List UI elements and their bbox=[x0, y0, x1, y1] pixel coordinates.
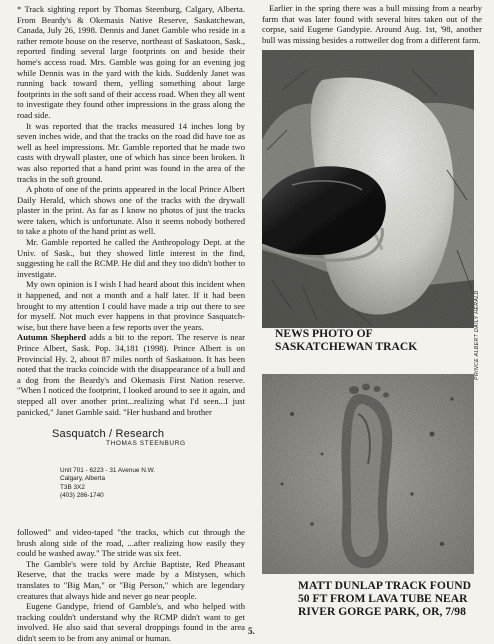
card-address-line: Unit 701 - 6223 - 31 Avenue N.W. bbox=[60, 467, 156, 474]
autumn-paragraph-text: adds a bit to the report. The reserve is near Prince Albert, Sask. Pop. 34,181 (1998). Prince Albert is on Provincial Hy. 2, about 87 miles north of Saskatoon. It has been noted that the tracks coincide with the disappearance of a bull and a dog from the Beardy's and Okemasis First Nation reserve. "When I noticed the footprint, I looked around to see it again, and stepped all over another print...realizing what I'd seen...I just panicked," Janet Gamble said. "Her husband and brother bbox=[17, 332, 245, 417]
article-paragraph: followed" and video-taped "the tracks, which cut through the brush along side of the road, ...after realizing how easily they could be washed away." The stride was six feet. bbox=[17, 527, 245, 559]
article-paragraph: * Track sighting report by Thomas Steenburg, Calgary, Alberta. From Beardy's & Okemasis Native Reserve, Saskatchewan, Canada, July 26, 1998. Dennis and Janet Gamble who reside in a rather remote house on the reserve, northeast of Saskatoon, Sask., reported finding several large footprints on and beside their home's access road. Mrs. Gamble was going for an evening jog while Dennis was in the yard with the kids. Suddenly Janet was running back toward them, yelling something about large footprints in the soft sand of their access road. When they all went to investigate they found other impressions in the grass along the road side. bbox=[17, 4, 245, 120]
caption-line: NEWS PHOTO OF bbox=[275, 327, 373, 340]
article-left-column bbox=[17, 4, 245, 417]
business-card bbox=[52, 428, 232, 506]
article-paragraph: It was reported that the tracks measured 14 inches long by seven inches wide, and that the tracks on the road did have toe as well as heel impressions. Mr. Gamble reported that he made two casts with drywall plaster, one of which has since been broken. It was also reported that a hand print was found in the area of the tracks in the soft ground. bbox=[17, 120, 245, 184]
caption-line: 50 FT FROM LAVA TUBE NEAR bbox=[298, 591, 468, 605]
card-title: Sasquatch / Research bbox=[52, 428, 165, 440]
article-paragraph: The Gamble's were told by Archie Baptiste, Red Pheasant Reserve, that the tracks were made by a Mistysen, which translates to "Big Man," or "Big Person," which are legendary creatures that always hide and never go near people. bbox=[17, 558, 245, 601]
article-paragraph: Eugene Gandype, friend of Gamble's, and who helped with tracking couldn't understand why the RCMP didn't want to get involved. He also said that several droppings found in the area didn't seem to be from any animal or human. bbox=[17, 601, 245, 643]
article-paragraph-autumn bbox=[17, 332, 245, 417]
card-address bbox=[60, 467, 232, 501]
photo1-caption bbox=[275, 328, 475, 354]
card-address-line: Calgary, Alberta bbox=[60, 475, 105, 483]
article-paragraph: My own opinion is I wish I had heard about this incident when it happened, and not a month and a half later. If it had been brought to my attention I could have made a trip out there to see for myself. Not much ever happens in that province Sasquatch-wise, but there have been a few reports over the years. bbox=[17, 279, 245, 332]
article-right-column bbox=[262, 3, 482, 45]
article-left-bottom bbox=[17, 527, 245, 644]
article-paragraph: Earlier in the spring there was a bull missing from a nearby farm that was later found with several bites taken out of the corpse, said Eugene Gandypie. Around Aug. 1st, '98, another bull was missing besides a rottweiler dog from a different farm. bbox=[262, 3, 482, 45]
card-address-line: T3B 3X2 bbox=[60, 483, 85, 491]
photo-credit: PRINCE ALBERT DAILY HERALD bbox=[474, 290, 480, 380]
news-photo-saskatchewan-track bbox=[262, 50, 474, 328]
article-paragraph: Mr. Gamble reported he called the Anthropology Dept. at the Univ. of Sask., but they showed little interest in the find, suggesting he call the RCMP. He did and they too didn't bother to investigate. bbox=[17, 237, 245, 279]
photo2-caption bbox=[298, 580, 482, 618]
caption-line: SASKATCHEWAN TRACK bbox=[275, 339, 418, 353]
card-name: THOMAS STEENBURG bbox=[106, 440, 186, 447]
shoe-and-footprint-image bbox=[262, 50, 474, 328]
page-number: 5. bbox=[248, 626, 255, 636]
article-paragraph: A photo of one of the prints appeared in the local Prince Albert Daily Herald, which shows one of the tracks with the drywall plaster in the print. As far as I know no photos of just the tracks were taken, which is unfortunate. Also it seems nobody bothered to take a photo of the hand print as well. bbox=[17, 184, 245, 237]
sand-footprint-image bbox=[262, 374, 474, 574]
matt-dunlap-track-photo bbox=[262, 374, 474, 574]
caption-line: RIVER GORGE PARK, OR, 7/98 bbox=[298, 604, 466, 618]
autumn-shepherd-name: Autumn Shepherd bbox=[17, 332, 87, 343]
caption-line: MATT DUNLAP TRACK FOUND bbox=[298, 579, 471, 592]
card-address-line: (403) 286-1740 bbox=[60, 492, 104, 500]
